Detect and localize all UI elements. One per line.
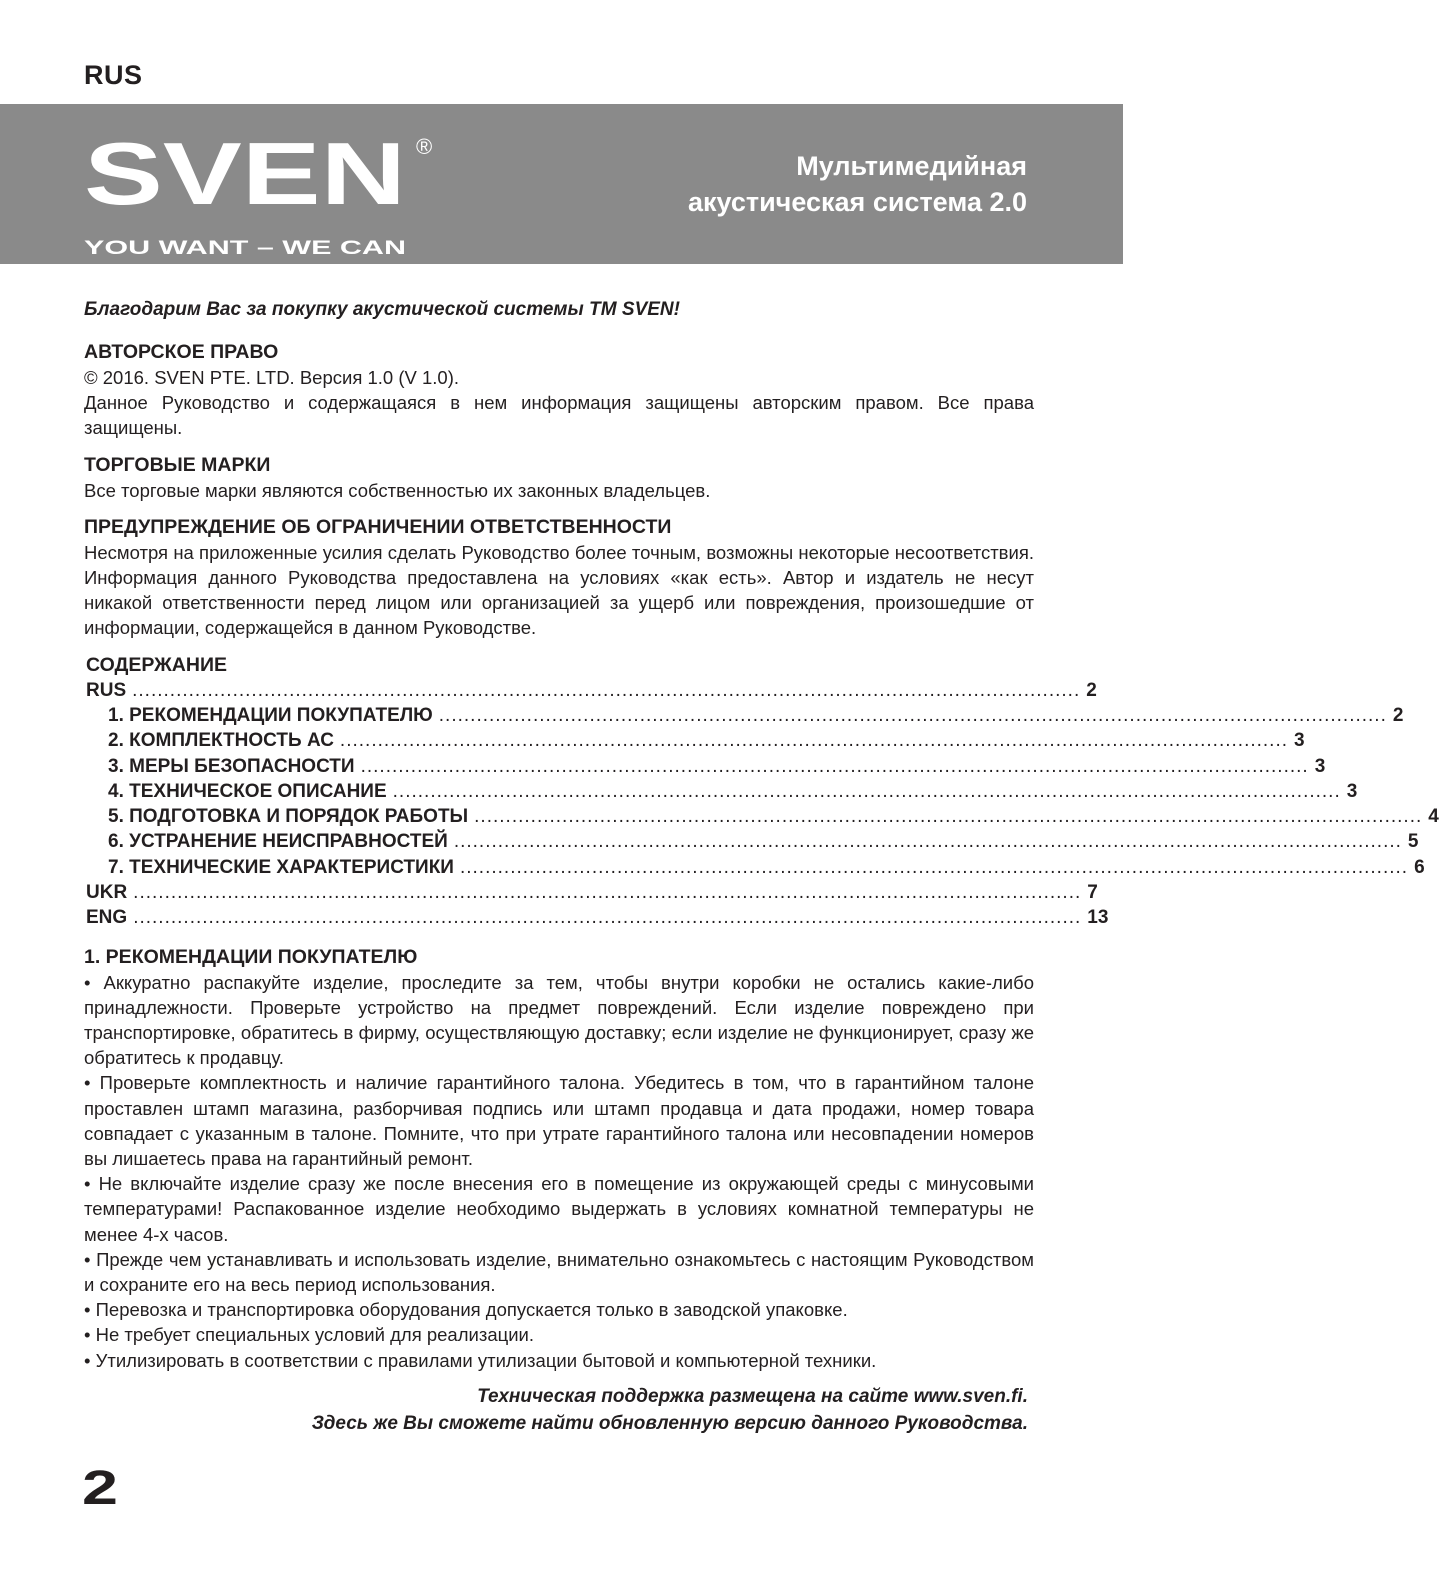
toc-entry-page: 7 xyxy=(1087,882,1098,903)
copyright-line2: Данное Руководство и содержащаяся в нем информация защищены авторским правом. Все права защищены. xyxy=(84,392,1034,439)
recommendation-item: • Проверьте комплектность и наличие гарантийного талона. Убедитесь в том, что в гарантийном талоне проставлен штамп магазина, разборчивая подпись или штамп продавца и дата продажи, номер товара совпадает с указанным в талоне. Помните, что при утрате гарантийного талона или несовпадении номеров вы лишаетесь права на гарантийный ремонт. xyxy=(84,1072,1034,1170)
trademarks-section xyxy=(84,453,1034,503)
table-of-contents xyxy=(84,653,1439,931)
toc-entry-rus[interactable] xyxy=(86,678,1097,703)
toc-entry-page: 5 xyxy=(1407,831,1419,853)
toc-entry-label: 2. КОМПЛЕКТНОСТЬ АС xyxy=(108,730,334,752)
toc-entry-package[interactable] xyxy=(86,728,1305,753)
toc-entry-setup[interactable] xyxy=(86,804,1439,829)
support-line2: Здесь же Вы сможете найти обновленную версию данного Руководства. xyxy=(311,1412,1028,1434)
toc-entry-page: 3 xyxy=(1294,730,1305,752)
recommendation-item: • Аккуратно распакуйте изделие, проследите за тем, чтобы внутри коробки не остались какие-либо принадлежности. Проверьте устройство на предмет повреждений. Если изделие повреждено при транспортировке, обратитесь в фирму, осуществляющую доставку; если изделие не функционирует, сразу же обратитесь к продавцу. xyxy=(84,971,1034,1069)
toc-entry-label: 4. ТЕХНИЧЕСКОЕ ОПИСАНИЕ xyxy=(108,780,387,802)
toc-leader-dots: ....................................................................................................................................................... xyxy=(339,730,1289,752)
recommendation-item: • Перевозка и транспортировка оборудования допускается только в заводской упаковке. xyxy=(84,1299,848,1321)
toc-entry-label: 3. МЕРЫ БЕЗОПАСНОСТИ xyxy=(108,755,355,777)
toc-entry-safety[interactable] xyxy=(86,754,1326,779)
toc-entry-label: UKR xyxy=(86,882,128,903)
page-number-graphic xyxy=(82,1462,122,1515)
toc-entry-label: 1. РЕКОМЕНДАЦИИ ПОКУПАТЕЛЮ xyxy=(108,704,433,726)
support-note xyxy=(84,1383,1034,1437)
disclaimer-section xyxy=(84,515,1034,641)
recommendations-section xyxy=(84,945,1034,1373)
toc-entry-label: ENG xyxy=(86,907,128,929)
sven-logo-graphic xyxy=(84,124,444,259)
toc-leader-dots: ....................................................................................................................................................... xyxy=(459,856,1409,878)
language-tag: RUS xyxy=(84,60,143,90)
toc-leader-dots: ....................................................................................................................................................... xyxy=(133,907,1082,929)
support-line1: Техническая поддержка размещена на сайте www.sven.fi. xyxy=(477,1385,1028,1407)
toc-entry-ukr[interactable] xyxy=(86,880,1098,905)
product-title xyxy=(688,148,1027,220)
copyright-heading: АВТОРСКОЕ ПРАВО xyxy=(84,341,279,363)
product-title-line1: Мультимедийная xyxy=(796,151,1027,181)
logo-wordmark: SVEN xyxy=(84,124,406,223)
recommendations-heading: 1. РЕКОМЕНДАЦИИ ПОКУПАТЕЛЮ xyxy=(84,945,418,968)
toc-entry-label: RUS xyxy=(86,679,127,701)
toc-entry-label: 5. ПОДГОТОВКА И ПОРЯДОК РАБОТЫ xyxy=(108,806,469,828)
toc-entry-troubleshooting[interactable] xyxy=(86,829,1419,854)
toc-heading: СОДЕРЖАНИЕ xyxy=(86,653,227,676)
trademarks-heading: ТОРГОВЫЕ МАРКИ xyxy=(84,453,271,476)
recommendation-item: • Утилизировать в соответствии с правилами утилизации бытовой и компьютерной техники. xyxy=(84,1349,877,1371)
toc-leader-dots: ....................................................................................................................................................... xyxy=(133,882,1082,903)
toc-entry-eng[interactable] xyxy=(86,905,1109,930)
toc-entry-page: 6 xyxy=(1414,856,1425,878)
product-title-line2: акустическая система 2.0 xyxy=(687,187,1027,217)
recommendation-item: • Не требует специальных условий для реализации. xyxy=(84,1324,535,1346)
toc-entry-specifications[interactable] xyxy=(86,855,1425,880)
toc-leader-dots: ....................................................................................................................................................... xyxy=(474,806,1423,828)
logo-slogan: YOU WANT – WE CAN xyxy=(84,238,406,259)
toc-entry-label: 7. ТЕХНИЧЕСКИЕ ХАРАКТЕРИСТИКИ xyxy=(108,856,454,878)
toc-entry-description[interactable] xyxy=(86,779,1358,804)
toc-entry-label: 6. УСТРАНЕНИЕ НЕИСПРАВНОСТЕЙ xyxy=(108,831,448,853)
toc-leader-dots: ....................................................................................................................................................... xyxy=(360,755,1309,777)
trademarks-text: Все торговые марки являются собственностью их законных владельцев. xyxy=(84,479,711,501)
copyright-section xyxy=(84,340,1034,441)
toc-leader-dots: ....................................................................................................................................................... xyxy=(132,679,1081,701)
sven-logo xyxy=(84,124,444,259)
header-banner xyxy=(0,104,1123,264)
main-content xyxy=(84,294,1439,1437)
recommendation-item: • Не включайте изделие сразу же после внесения его в помещение из окружающей среды с минусовыми температурами! Распакованное изделие необходимо выдержать в условиях комнатной температуры не менее 4-х часов. xyxy=(84,1173,1034,1245)
recommendation-item: • Прежде чем устанавливать и использовать изделие, внимательно ознакомьтесь с настоящим Руководством и сохраните его на весь период использования. xyxy=(84,1248,1034,1296)
toc-entry-page: 2 xyxy=(1392,704,1404,726)
page-number xyxy=(82,1462,122,1515)
toc-entry-recommendations[interactable] xyxy=(86,703,1404,728)
copyright-line1: © 2016. SVEN PTE. LTD. Версия 1.0 (V 1.0). xyxy=(84,367,460,388)
registered-mark: ® xyxy=(416,134,433,159)
disclaimer-text: Несмотря на приложенные усилия сделать Руководство более точным, возможны некоторые несоответствия. Информация данного Руководства предоставлена на условиях «как есть». Автор и издатель не несут никакой ответственности перед лицом или организацией за ущерб или повреждения, произошедшие от информации, содержащейся в данном Руководстве. xyxy=(84,541,1034,639)
toc-leader-dots: ....................................................................................................................................................... xyxy=(438,704,1387,726)
intro-text: Благодарим Вас за покупку акустической системы ТМ SVEN! xyxy=(84,299,680,320)
toc-leader-dots: ....................................................................................................................................................... xyxy=(453,831,1402,853)
disclaimer-heading: ПРЕДУПРЕЖДЕНИЕ ОБ ОГРАНИЧЕНИИ ОТВЕТСТВЕННОСТИ xyxy=(84,515,672,538)
toc-entry-page: 3 xyxy=(1346,780,1358,802)
page-number-text: 2 xyxy=(82,1462,118,1515)
toc-entry-page: 4 xyxy=(1428,806,1439,828)
toc-entry-page: 3 xyxy=(1314,755,1326,777)
toc-leader-dots: ....................................................................................................................................................... xyxy=(392,780,1341,802)
toc-entry-page: 2 xyxy=(1086,679,1097,701)
toc-entry-page: 13 xyxy=(1087,907,1109,929)
